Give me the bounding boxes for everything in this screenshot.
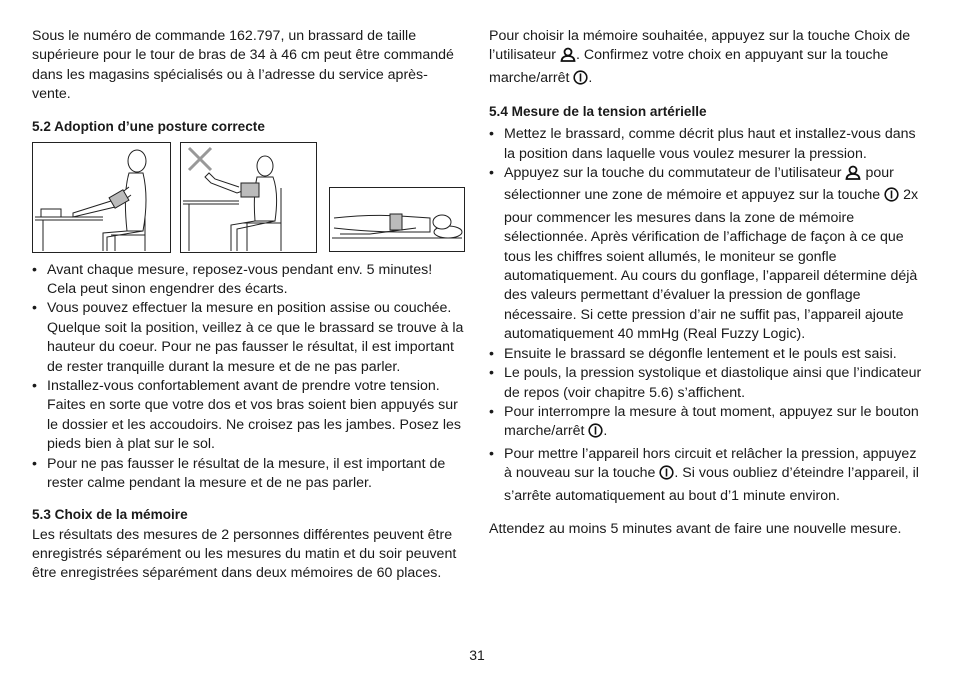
list-item: • Pour ne pas fausser le résultat de la mesure, il est important de rester calme pendant la mesure et de ne pas parler. <box>32 455 464 494</box>
seated-incorrect-illustration <box>180 142 317 253</box>
list-item: • Vous pouvez effectuer la mesure en position assise ou couchée. Quelque soit la position, veillez à ce que le brassard se trouve à la hauteur du coeur. Pour ne pas fausser le résultat, il est important de rester tranquille durant la mesure et de ne pas parler. <box>32 299 464 377</box>
text-span: 2x pour commencer les mesures dans la zone de mémoire sélectionnée. Après vérification de l’affichage de façon à ce que tous les chiffres soient allumés, le moniteur se gonfle automatiquement. Au cours du gonflage, l’appareil détermine déjà des valeurs permettant d’évaluer la pression de gonflage nécessaire. Si cette pression d’air ne suffit pas, l’appareil ajoute automatiquement 40 mmHg (Real Fuzzy Logic). <box>504 187 919 343</box>
posture-bullet-list <box>32 261 464 494</box>
list-item: • Le pouls, la pression systolique et diastolique ainsi que l’indicateur de repos (voir chapitre 5.6) s’affichent. <box>489 364 925 403</box>
power-icon <box>884 187 899 208</box>
seated-correct-illustration <box>32 142 171 253</box>
posture-illustrations <box>32 142 464 257</box>
section-5-4-heading: 5.4 Mesure de la tension artérielle <box>489 104 707 120</box>
power-icon <box>588 423 603 444</box>
list-item <box>489 445 925 506</box>
user-icon <box>560 47 576 68</box>
text-span: . <box>588 69 593 86</box>
text-span: Pour mettre l’appareil hors circuit et relâcher la pression, appuyez à nouveau sur la touche <box>504 445 917 482</box>
power-icon <box>659 465 674 486</box>
intro-paragraph: Sous le numéro de commande 162.797, un brassard de taille supérieure pour le tour de bras de 34 à 46 cm peut être commandé dans les magasins spécialisés ou à l’adresse du service après-vente. <box>32 28 454 103</box>
closing-paragraph: Attendez au moins 5 minutes avant de faire une nouvelle mesure. <box>489 520 902 537</box>
lying-down-illustration <box>329 187 465 252</box>
text-span: Appuyez sur la touche du commutateur de l’utilisateur <box>504 165 842 182</box>
text-span: . <box>603 423 608 440</box>
list-item: • Avant chaque mesure, reposez-vous pendant env. 5 minutes! Cela peut sinon engendrer des écarts. <box>32 261 464 300</box>
memory-paragraph: Les résultats des mesures de 2 personnes différentes peuvent être enregistrés séparément ou les mesures du matin et du soir peuvent être enregistrées séparément dans deux mémoires de 60 places. <box>32 526 457 582</box>
list-item: • Mettez le brassard, comme décrit plus haut et installez-vous dans la position dans laquelle vous voulez mesurer la pression. <box>489 125 925 164</box>
text-span: Pour interrompre la mesure à tout moment, appuyez sur le bouton marche/arrêt <box>504 403 919 440</box>
right-column <box>489 27 925 539</box>
list-item: • Ensuite le brassard se dégonfle lentement et le pouls est saisi. <box>489 345 925 364</box>
list-item: • Installez-vous confortablement avant de prendre votre tension. Faites en sorte que votre dos et vos bras soient bien appuyés sur le dossier et les accoudoirs. Ne croisez pas les jambes. Posez les pieds bien à plat sur le sol. <box>32 377 464 455</box>
user-icon <box>845 165 861 186</box>
section-5-3-heading: 5.3 Choix de la mémoire <box>32 506 188 522</box>
text-span: . Confirmez votre choix en appuyant sur la touche marche/arrêt <box>489 47 889 86</box>
left-column <box>32 27 464 584</box>
section-5-2-heading: 5.2 Adoption d’une posture correcte <box>32 118 265 134</box>
memory-selection-paragraph <box>489 27 925 91</box>
text-span: pour sélectionner une zone de mémoire et appuyez sur la touche <box>504 165 894 204</box>
measurement-bullet-list <box>489 125 925 506</box>
list-item <box>489 164 925 345</box>
power-icon <box>573 70 588 91</box>
page-number: 31 <box>469 647 485 663</box>
text-span: . Si vous oubliez d’éteindre l’appareil, il s’arrête automatiquement au bout d’1 minute environ. <box>504 465 919 504</box>
list-item <box>489 403 925 445</box>
text-span: Pour choisir la mémoire souhaitée, appuyez sur la touche Choix de l’utilisateur <box>489 28 911 64</box>
